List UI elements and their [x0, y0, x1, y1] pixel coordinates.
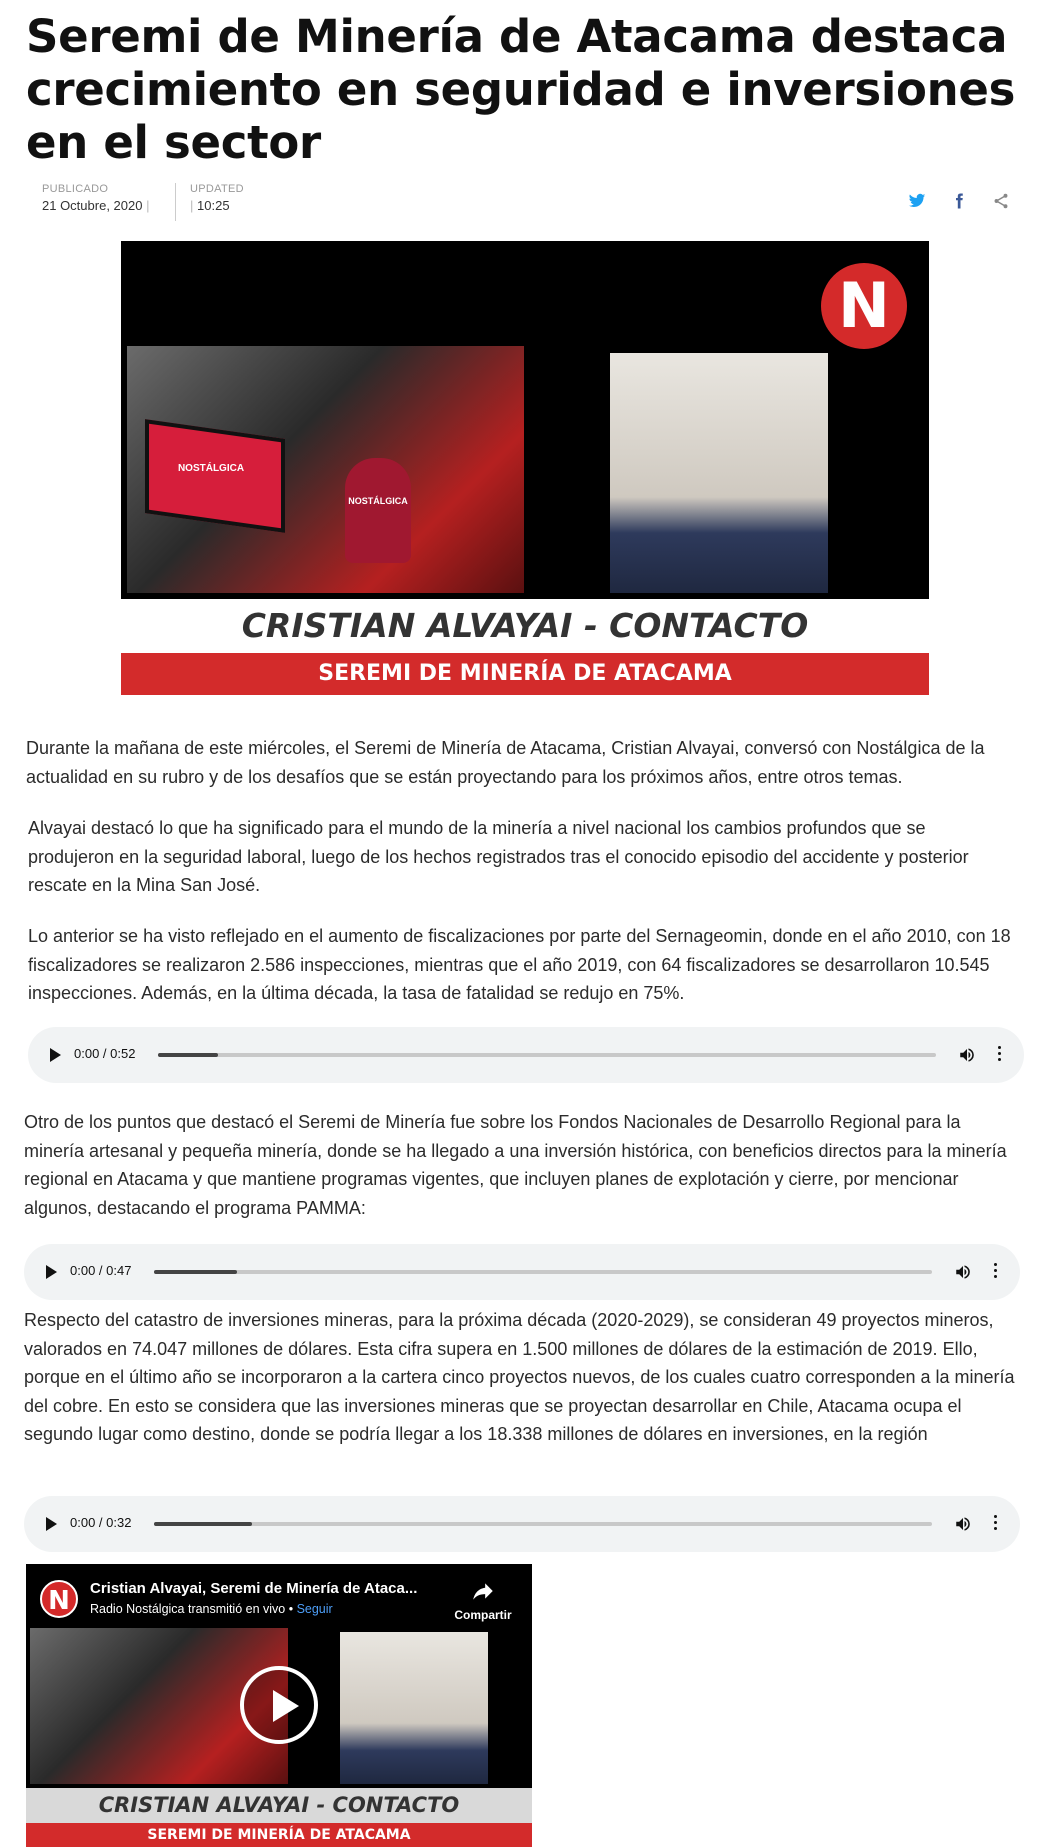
meta-separator: | — [146, 198, 150, 213]
facebook-share-button[interactable] — [950, 192, 972, 214]
studio-tv — [145, 419, 285, 533]
video-name-caption: CRISTIAN ALVAYAI - CONTACTO — [26, 1788, 532, 1823]
updated-label: UPDATED — [190, 183, 244, 195]
audio-buffered-bar — [158, 1053, 218, 1057]
video-guest-panel — [340, 1632, 488, 1784]
twitter-icon — [908, 192, 926, 210]
article-title: Seremi de Minería de Atacama destaca crecimiento en seguridad e inversiones en el sector — [26, 10, 1016, 169]
share-icon — [992, 192, 1010, 210]
updated-time — [190, 198, 244, 213]
audio-player-1 — [28, 1027, 1024, 1083]
video-share-button[interactable] — [450, 1578, 516, 1624]
nostalgica-logo: N — [821, 263, 907, 349]
video-title[interactable]: Cristian Alvayai, Seremi de Minería de Ataca... — [90, 1580, 418, 1597]
more-options-icon[interactable] — [992, 1515, 998, 1533]
more-options-icon[interactable] — [996, 1046, 1002, 1064]
meta-separator: | — [190, 198, 194, 213]
audio-progress-track[interactable] — [158, 1053, 936, 1057]
audio-buffered-bar — [154, 1270, 237, 1274]
audio-buffered-bar — [154, 1522, 252, 1526]
video-play-button[interactable] — [240, 1666, 318, 1744]
audio-time: 0:00 / 0:52 — [74, 1046, 136, 1061]
paragraph-4: Otro de los puntos que destacó el Seremi de Minería fue sobre los Fondos Nacionales de Desarrollo Regional para la minería artesanal y pequeña minería, donde se ha llegado a una inversión histórica, con beneficios directos para la minería regional en Atacama y que mantiene programas vigentes, que incluyen planes de explotación y cierre, por mencionar algunos, destacando el programa PAMMA: — [24, 1112, 1007, 1218]
video-subtitle-text: Radio Nostálgica transmitió en vivo • — [90, 1602, 294, 1616]
paragraph-2: Alvayai destacó lo que ha significado para el mundo de la minería a nivel nacional los cambios profundos que se produjeron en la seguridad laboral, luego de los hechos registrados tras el conocido episodio del accidente y posterior rescate en la Mina San José. — [28, 818, 969, 895]
play-button[interactable] — [46, 1517, 57, 1531]
guest-video-panel — [610, 353, 828, 593]
audio-time: 0:00 / 0:32 — [70, 1515, 132, 1530]
paragraph-1: Durante la mañana de este miércoles, el Seremi de Minería de Atacama, Cristian Alvayai, conversó con Nostálgica de la actualidad en su rubro y de los desafíos que se están proyectando para los próximos años, entre otros temas. — [26, 738, 985, 787]
mic-text: NOSTÁLGICA — [348, 496, 408, 506]
play-button[interactable] — [50, 1048, 61, 1062]
updated-meta — [175, 183, 244, 221]
video-subtitle — [90, 1602, 333, 1616]
published-date-text: 21 Octubre, 2020 — [42, 198, 143, 213]
audio-player-3 — [24, 1496, 1020, 1552]
page-avatar[interactable]: N — [40, 1580, 78, 1618]
hero-image — [121, 241, 929, 695]
paragraph-5: Respecto del catastro de inversiones mineras, para la próxima década (2020-2029), se consideran 49 proyectos mineros, valorados en 74.047 millones de dólares. Esta cifra supera en 1.500 millones de dólares de la estimación de 2019. Ello, porque en el último año se incorporaron a la cartera cinco proyectos nuevos, de los cuales cuatro corresponden a la minería del cobre. En esto se considera que las inversiones mineras que se proyectan desarrollar en Chile, Atacama ocupa el segundo lugar como destino, donde se podría llegar a los 18.338 millones de dólares en inversiones, en la región — [24, 1310, 1015, 1444]
audio-progress-track[interactable] — [154, 1270, 932, 1274]
facebook-icon — [950, 192, 968, 210]
video-share-label: Compartir — [454, 1608, 512, 1622]
paragraph-3: Lo anterior se ha visto reflejado en el aumento de fiscalizaciones por parte del Sernageomin, donde en el año 2010, con 18 fiscalizadores se realizaron 2.586 inspecciones, mientras que el año 2019, con 64 fiscalizadores se desarrollaron 10.545 inspecciones. Además, en la última década, la tasa de fatalidad se redujo en 75%. — [28, 926, 1011, 1003]
hero-name-caption: CRISTIAN ALVAYAI - CONTACTO — [121, 599, 929, 653]
updated-time-text: 10:25 — [197, 198, 230, 213]
audio-time: 0:00 / 0:47 — [70, 1263, 132, 1278]
share-button[interactable] — [992, 192, 1014, 214]
studio-tv-text: NOSTÁLGICA — [177, 463, 245, 474]
share-arrow-icon — [470, 1578, 496, 1604]
published-label: PUBLICADO — [42, 183, 109, 195]
volume-icon[interactable] — [954, 1263, 972, 1281]
published-date — [42, 198, 149, 213]
microphone — [345, 458, 411, 563]
twitter-share-button[interactable] — [908, 192, 930, 214]
hero-role-caption: SEREMI DE MINERÍA DE ATACAMA — [121, 653, 929, 695]
audio-progress-track[interactable] — [154, 1522, 932, 1526]
audio-player-2 — [24, 1244, 1020, 1300]
volume-icon[interactable] — [954, 1515, 972, 1533]
volume-icon[interactable] — [958, 1046, 976, 1064]
video-role-caption: SEREMI DE MINERÍA DE ATACAMA — [26, 1823, 532, 1847]
play-button[interactable] — [46, 1265, 57, 1279]
more-options-icon[interactable] — [992, 1263, 998, 1281]
follow-link[interactable]: Seguir — [296, 1602, 333, 1616]
facebook-video-embed[interactable] — [26, 1564, 532, 1847]
published-meta — [42, 183, 149, 213]
